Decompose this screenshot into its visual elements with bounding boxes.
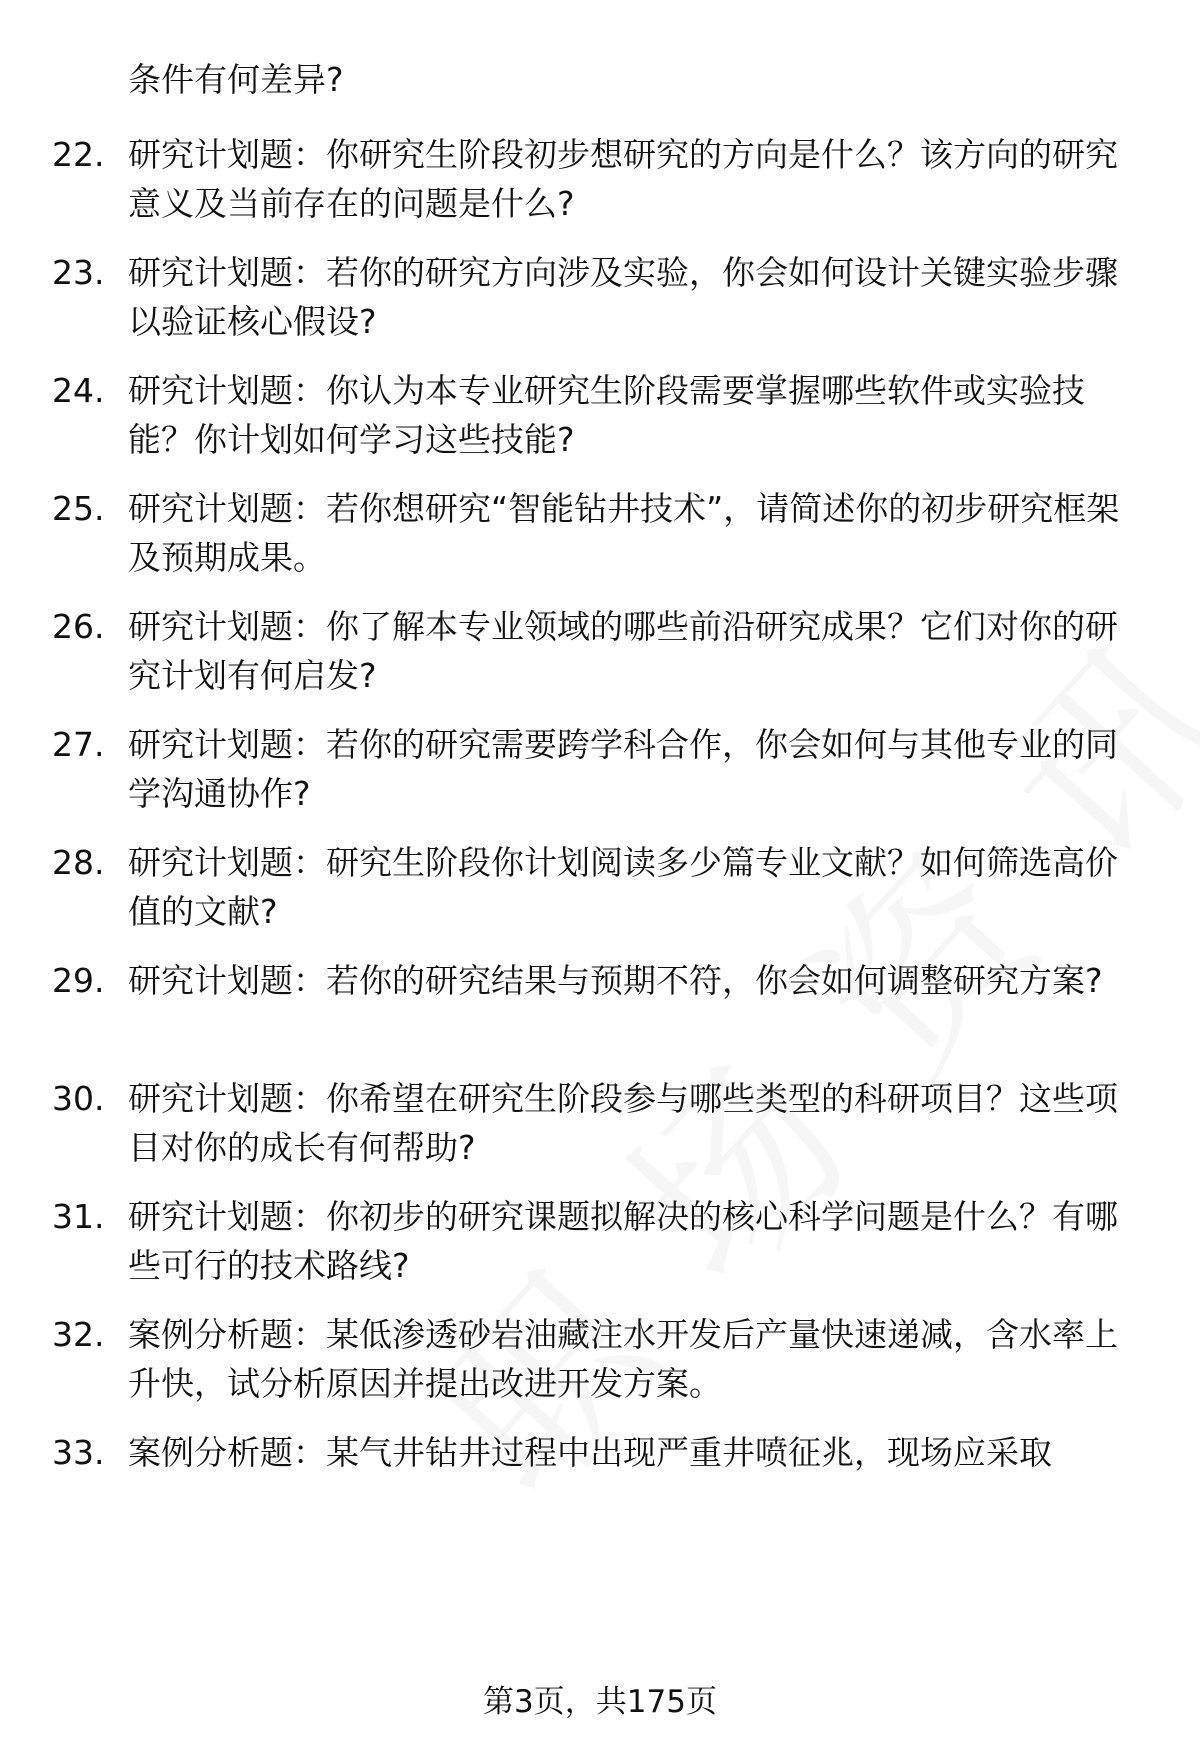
question-text: 研究计划题：你研究生阶段初步想研究的方向是什么？该方向的研究意义及当前存在的问题是什么? [128, 135, 1118, 223]
question-number: 29. [52, 961, 105, 1000]
page-footer: 第3页，共175页 [483, 1684, 717, 1720]
question-number: 24. [52, 371, 105, 410]
continuation-text: 条件有何差异? [128, 60, 344, 99]
question-text: 研究计划题：你希望在研究生阶段参与哪些类型的科研项目？这些项目对你的成长有何帮助? [128, 1079, 1118, 1167]
question-number: 25. [52, 489, 105, 528]
question-text: 案例分析题：某气井钻井过程中出现严重井喷征兆，现场应采取 [128, 1433, 1052, 1472]
question-text: 研究计划题：若你的研究结果与预期不符，你会如何调整研究方案? [128, 961, 1103, 1000]
question-number: 26. [52, 607, 105, 646]
question-number: 31. [52, 1197, 105, 1236]
question-text: 研究计划题：你了解本专业领域的哪些前沿研究成果？它们对你的研究计划有何启发? [128, 607, 1118, 695]
question-number: 22. [52, 135, 105, 174]
question-number: 30. [52, 1079, 105, 1118]
question-number: 32. [52, 1315, 105, 1354]
question-text: 研究计划题：你初步的研究课题拟解决的核心科学问题是什么？有哪些可行的技术路线? [128, 1197, 1118, 1285]
question-text: 研究计划题：若你想研究“智能钻井技术”，请简述你的初步研究框架及预期成果。 [128, 489, 1120, 577]
question-text: 研究计划题：若你的研究需要跨学科合作，你会如何与其他专业的同学沟通协作? [128, 725, 1118, 813]
question-number: 27. [52, 725, 105, 764]
question-text: 研究计划题：研究生阶段你计划阅读多少篇专业文献？如何筛选高价值的文献? [128, 843, 1118, 931]
question-number: 23. [52, 253, 105, 292]
question-number: 28. [52, 843, 105, 882]
question-number: 33. [52, 1433, 105, 1472]
question-text: 研究计划题：若你的研究方向涉及实验，你会如何设计关键实验步骤以验证核心假设? [128, 253, 1118, 341]
question-text: 案例分析题：某低渗透砂岩油藏注水开发后产量快速递减，含水率上升快，试分析原因并提出改进开发方案。 [128, 1315, 1118, 1403]
question-text: 研究计划题：你认为本专业研究生阶段需要掌握哪些软件或实验技能？你计划如何学习这些技能? [128, 371, 1085, 459]
